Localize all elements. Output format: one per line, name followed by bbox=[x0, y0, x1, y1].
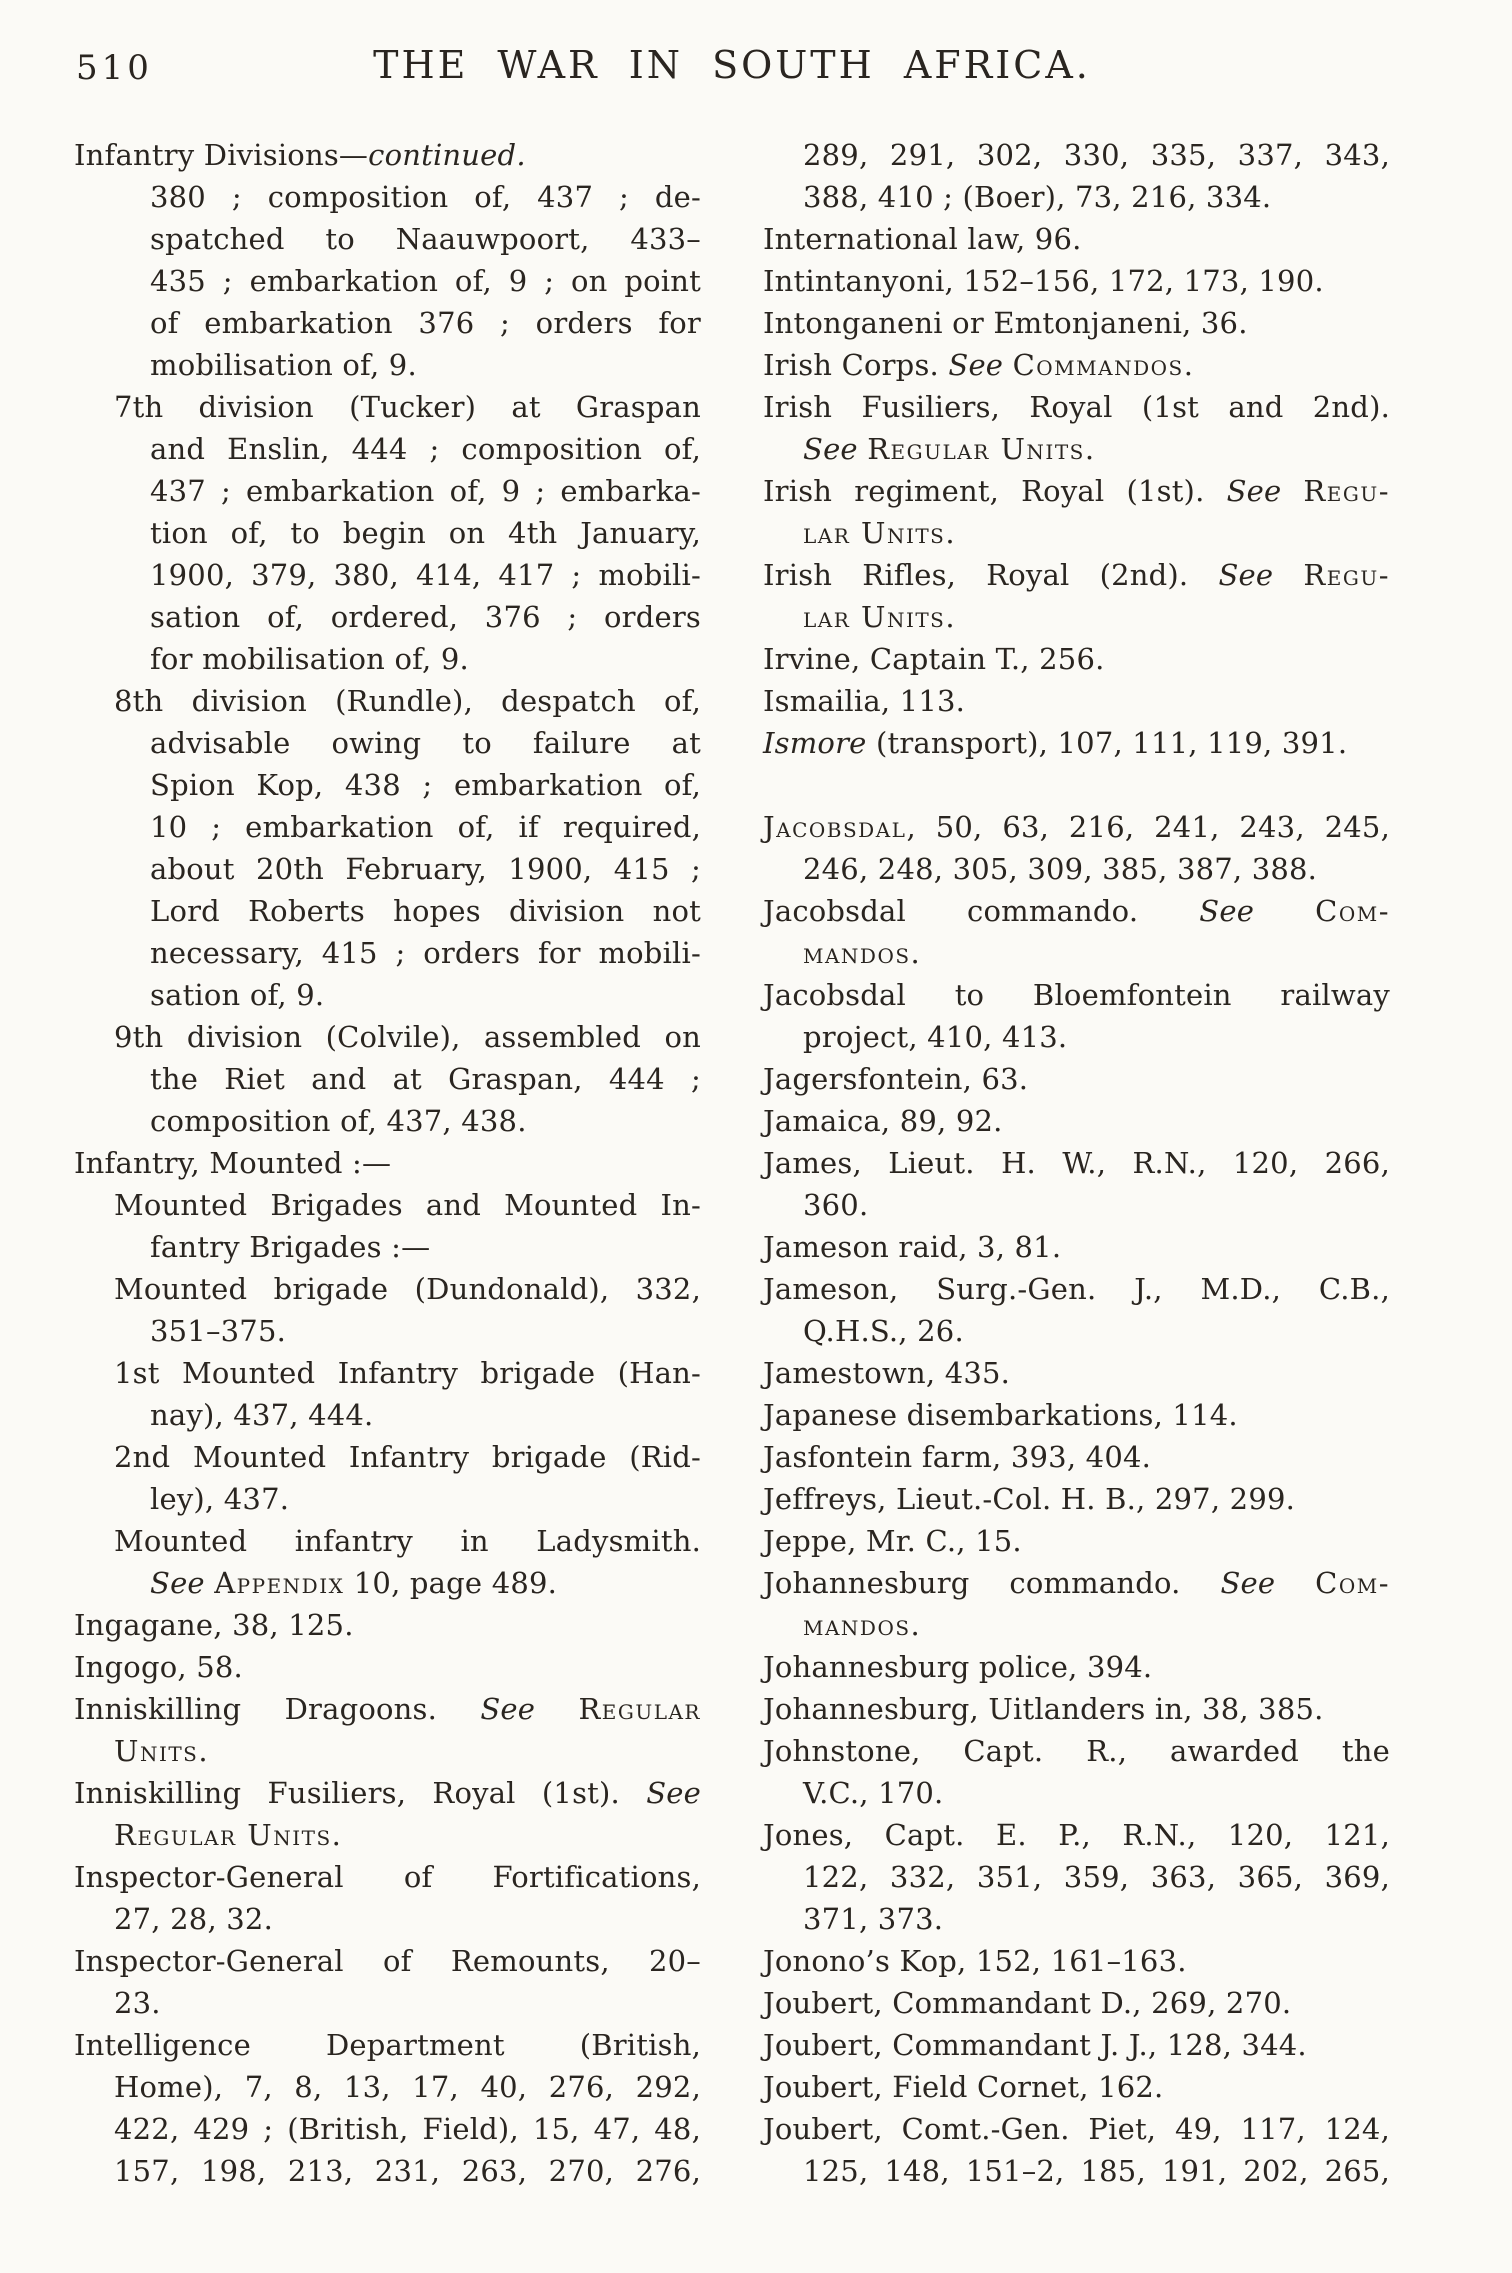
plain-text: ley), 437. bbox=[150, 1482, 290, 1516]
index-line bbox=[763, 1688, 1390, 1730]
plain-text: Jeppe, Mr. C., 15. bbox=[763, 1524, 1022, 1558]
plain-text: Ismailia, 113. bbox=[763, 684, 966, 718]
plain-text: Inspector-General of Remounts, 20– bbox=[74, 1944, 701, 1978]
index-line bbox=[74, 1898, 701, 1940]
plain-text: composition of, 437, 438. bbox=[150, 1104, 527, 1138]
plain-text: James, Lieut. H. W., R.N., 120, 266, bbox=[763, 1146, 1390, 1180]
plain-text: Irish Fusiliers, Royal (1st and 2nd). bbox=[763, 390, 1390, 424]
plain-text: 2nd Mounted Infantry brigade (Rid- bbox=[114, 1440, 701, 1474]
plain-text: Irish Corps. bbox=[763, 348, 949, 382]
index-line bbox=[763, 218, 1390, 260]
plain-text: about 20th February, 1900, 415 ; bbox=[150, 852, 701, 886]
plain-text: sation of, ordered, 376 ; orders bbox=[150, 600, 701, 634]
plain-text: project, 410, 413. bbox=[803, 1020, 1068, 1054]
index-line bbox=[763, 176, 1390, 218]
plain-text: Mounted Brigades and Mounted In- bbox=[114, 1188, 701, 1222]
plain-text: 371, 373. bbox=[803, 1902, 944, 1936]
plain-text: Inniskilling Fusiliers, Royal (1st). bbox=[74, 1776, 647, 1810]
index-line bbox=[74, 1604, 701, 1646]
plain-text: Jasfontein farm, 393, 404. bbox=[763, 1440, 1152, 1474]
index-line bbox=[74, 1478, 701, 1520]
index-line bbox=[74, 1352, 701, 1394]
index-line bbox=[763, 512, 1390, 554]
index-line bbox=[74, 386, 701, 428]
index-line bbox=[763, 2108, 1390, 2150]
index-line bbox=[763, 596, 1390, 638]
index-line bbox=[763, 848, 1390, 890]
smallcaps-text: lar Units. bbox=[803, 516, 957, 550]
index-line bbox=[763, 1940, 1390, 1982]
plain-text: Infantry Divisions— bbox=[74, 138, 369, 172]
index-line bbox=[763, 1058, 1390, 1100]
page-number: 510 bbox=[76, 48, 153, 88]
plain-text: 10 ; embarkation of, if required, bbox=[150, 810, 701, 844]
index-line bbox=[74, 1058, 701, 1100]
index-line bbox=[763, 1772, 1390, 1814]
italic-text: See bbox=[1199, 894, 1316, 928]
plain-text: Ingogo, 58. bbox=[74, 1650, 243, 1684]
plain-text: Mounted brigade (Dundonald), 332, bbox=[114, 1272, 701, 1306]
index-line bbox=[763, 1898, 1390, 1940]
page-title: THE WAR IN SOUTH AFRICA. bbox=[373, 43, 1091, 87]
page-header bbox=[74, 40, 1390, 96]
index-line bbox=[763, 1394, 1390, 1436]
index-line bbox=[74, 1688, 701, 1730]
plain-text: Irvine, Captain T., 256. bbox=[763, 642, 1105, 676]
plain-text: , 50, 63, 216, 241, 243, 245, bbox=[906, 810, 1390, 844]
index-line bbox=[74, 1982, 701, 2024]
index-line bbox=[763, 1184, 1390, 1226]
italic-text: continued. bbox=[368, 138, 526, 172]
smallcaps-text: lar Units. bbox=[803, 600, 957, 634]
plain-text: 125, 148, 151–2, 185, 191, 202, 265, bbox=[803, 2154, 1390, 2188]
index-line bbox=[763, 1604, 1390, 1646]
index-line bbox=[74, 2024, 701, 2066]
plain-text: 8th division (Rundle), despatch of, bbox=[114, 684, 701, 718]
plain-text: and Enslin, 444 ; composition of, bbox=[150, 432, 701, 466]
section-gap bbox=[763, 764, 1390, 806]
plain-text: 360. bbox=[803, 1188, 869, 1222]
index-line bbox=[74, 890, 701, 932]
index-line bbox=[763, 554, 1390, 596]
index-line bbox=[763, 722, 1390, 764]
index-line bbox=[74, 1394, 701, 1436]
index-line bbox=[763, 2150, 1390, 2192]
index-line bbox=[74, 2108, 701, 2150]
index-line bbox=[74, 1772, 701, 1814]
index-columns bbox=[74, 134, 1390, 2192]
plain-text: 388, 410 ; (Boer), 73, 216, 334. bbox=[803, 180, 1272, 214]
index-line bbox=[763, 1100, 1390, 1142]
plain-text: 289, 291, 302, 330, 335, 337, 343, bbox=[803, 138, 1390, 172]
index-line bbox=[74, 218, 701, 260]
plain-text: Infantry, Mounted :— bbox=[74, 1146, 392, 1180]
plain-text: of embarkation 376 ; orders for bbox=[150, 306, 701, 340]
index-line bbox=[763, 134, 1390, 176]
index-line bbox=[763, 1142, 1390, 1184]
index-line bbox=[763, 974, 1390, 1016]
smallcaps-text: Regu- bbox=[1303, 474, 1390, 508]
plain-text: mobilisation of, 9. bbox=[150, 348, 417, 382]
plain-text: 246, 248, 305, 309, 385, 387, 388. bbox=[803, 852, 1318, 886]
index-line bbox=[763, 470, 1390, 512]
italic-text: See bbox=[480, 1692, 579, 1726]
index-line bbox=[763, 1478, 1390, 1520]
index-line bbox=[763, 2066, 1390, 2108]
plain-text: Lord Roberts hopes division not bbox=[150, 894, 701, 928]
plain-text: 7th division (Tucker) at Graspan bbox=[114, 390, 701, 424]
smallcaps-text: Com- bbox=[1315, 894, 1390, 928]
plain-text: Inspector-General of Fortifications, bbox=[74, 1860, 701, 1894]
plain-text: Jones, Capt. E. P., R.N., 120, 121, bbox=[763, 1818, 1390, 1852]
plain-text: 380 ; composition of, 437 ; de- bbox=[150, 180, 701, 214]
plain-text: Inniskilling Dragoons. bbox=[74, 1692, 481, 1726]
smallcaps-text: Regu- bbox=[1303, 558, 1390, 592]
index-line bbox=[74, 176, 701, 218]
plain-text: Joubert, Commandant D., 269, 270. bbox=[763, 1986, 1292, 2020]
index-line bbox=[74, 1562, 701, 1604]
smallcaps-text: Commandos. bbox=[1012, 348, 1195, 382]
index-line bbox=[74, 344, 701, 386]
index-line bbox=[74, 2150, 701, 2192]
plain-text: 9th division (Colvile), assembled on bbox=[114, 1020, 701, 1054]
plain-text: Jeffreys, Lieut.-Col. H. B., 297, 299. bbox=[763, 1482, 1296, 1516]
index-line bbox=[763, 1016, 1390, 1058]
plain-text: nay), 437, 444. bbox=[150, 1398, 374, 1432]
plain-text: Japanese disembarkations, 114. bbox=[763, 1398, 1238, 1432]
smallcaps-text: Com- bbox=[1315, 1566, 1390, 1600]
plain-text: Irish regiment, Royal (1st). bbox=[763, 474, 1227, 508]
plain-text: Jamestown, 435. bbox=[763, 1356, 1011, 1390]
page-content bbox=[74, 40, 1390, 2192]
italic-text: Ismore bbox=[763, 726, 867, 760]
plain-text: (transport), 107, 111, 119, 391. bbox=[866, 726, 1348, 760]
index-line bbox=[74, 428, 701, 470]
plain-text: Joubert, Commandant J. J., 128, 344. bbox=[763, 2028, 1307, 2062]
smallcaps-text: Regular bbox=[578, 1692, 701, 1726]
index-line bbox=[763, 1436, 1390, 1478]
index-line bbox=[763, 1268, 1390, 1310]
index-line bbox=[763, 680, 1390, 722]
index-line bbox=[763, 638, 1390, 680]
plain-text: for mobilisation of, 9. bbox=[150, 642, 469, 676]
plain-text: 122, 332, 351, 359, 363, 365, 369, bbox=[803, 1860, 1390, 1894]
index-line bbox=[763, 1856, 1390, 1898]
index-line bbox=[74, 722, 701, 764]
index-line bbox=[74, 764, 701, 806]
plain-text: 27, 28, 32. bbox=[114, 1902, 273, 1936]
plain-text: Joubert, Field Cornet, 162. bbox=[763, 2070, 1164, 2104]
smallcaps-text: Jacobsdal bbox=[763, 810, 907, 844]
smallcaps-text: Appendix bbox=[214, 1566, 345, 1600]
plain-text: sation of, 9. bbox=[150, 978, 325, 1012]
smallcaps-text: Regular Units. bbox=[867, 432, 1096, 466]
plain-text: Irish Rifles, Royal (2nd). bbox=[763, 558, 1219, 592]
plain-text: Mounted infantry in Ladysmith. bbox=[114, 1524, 701, 1558]
index-line bbox=[763, 1226, 1390, 1268]
index-line bbox=[74, 680, 701, 722]
plain-text: Ingagane, 38, 125. bbox=[74, 1608, 354, 1642]
plain-text: fantry Brigades :— bbox=[150, 1230, 431, 1264]
smallcaps-text: Regular Units. bbox=[114, 1818, 343, 1852]
plain-text: Jameson raid, 3, 81. bbox=[763, 1230, 1062, 1264]
italic-text: See bbox=[1220, 1566, 1316, 1600]
index-line bbox=[74, 1226, 701, 1268]
index-line bbox=[74, 1310, 701, 1352]
plain-text: Johnstone, Capt. R., awarded the bbox=[763, 1734, 1390, 1768]
index-line bbox=[763, 1520, 1390, 1562]
plain-text: V.C., 170. bbox=[803, 1776, 944, 1810]
plain-text: Johannesburg, Uitlanders in, 38, 385. bbox=[763, 1692, 1324, 1726]
index-line bbox=[74, 1730, 701, 1772]
plain-text: 10, page 489. bbox=[344, 1566, 558, 1600]
plain-text: Spion Kop, 438 ; embarkation of, bbox=[150, 768, 701, 802]
index-line bbox=[763, 2024, 1390, 2066]
index-line bbox=[763, 428, 1390, 470]
index-line bbox=[763, 302, 1390, 344]
index-line bbox=[74, 1016, 701, 1058]
italic-text: See bbox=[1218, 558, 1304, 592]
index-line bbox=[74, 1814, 701, 1856]
italic-text: See bbox=[150, 1566, 215, 1600]
index-line bbox=[74, 932, 701, 974]
index-line bbox=[74, 596, 701, 638]
index-line bbox=[74, 134, 701, 176]
plain-text: Home), 7, 8, 13, 17, 40, 276, 292, bbox=[114, 2070, 701, 2104]
index-line bbox=[763, 1646, 1390, 1688]
index-line bbox=[74, 1646, 701, 1688]
plain-text: tion of, to begin on 4th January, bbox=[150, 516, 701, 550]
italic-text: See bbox=[646, 1776, 701, 1810]
index-line bbox=[74, 554, 701, 596]
index-line bbox=[763, 1310, 1390, 1352]
index-line bbox=[763, 1982, 1390, 2024]
smallcaps-text: mandos. bbox=[803, 1608, 922, 1642]
index-line bbox=[74, 1184, 701, 1226]
index-line bbox=[763, 260, 1390, 302]
index-line bbox=[74, 848, 701, 890]
index-line bbox=[74, 260, 701, 302]
smallcaps-text: mandos. bbox=[803, 936, 922, 970]
index-line bbox=[74, 1268, 701, 1310]
plain-text: 157, 198, 213, 231, 263, 270, 276, bbox=[114, 2154, 701, 2188]
plain-text: 1900, 379, 380, 414, 417 ; mobili- bbox=[150, 558, 701, 592]
index-line bbox=[74, 638, 701, 680]
plain-text: Jacobsdal to Bloemfontein railway bbox=[763, 978, 1390, 1012]
index-line bbox=[74, 806, 701, 848]
plain-text: spatched to Naauwpoort, 433– bbox=[150, 222, 701, 256]
index-line bbox=[74, 1520, 701, 1562]
plain-text: Jagersfontein, 63. bbox=[763, 1062, 1029, 1096]
index-line bbox=[74, 512, 701, 554]
plain-text: 437 ; embarkation of, 9 ; embarka- bbox=[150, 474, 701, 508]
plain-text: Johannesburg commando. bbox=[763, 1566, 1221, 1600]
index-column-left bbox=[74, 134, 701, 2192]
plain-text: Johannesburg police, 394. bbox=[763, 1650, 1153, 1684]
index-line bbox=[74, 2066, 701, 2108]
index-line bbox=[74, 1856, 701, 1898]
index-line bbox=[763, 1352, 1390, 1394]
plain-text: Intelligence Department (British, bbox=[74, 2028, 701, 2062]
index-line bbox=[74, 974, 701, 1016]
plain-text: 422, 429 ; (British, Field), 15, 47, 48, bbox=[114, 2112, 701, 2146]
index-line bbox=[763, 890, 1390, 932]
italic-text: See bbox=[1226, 474, 1304, 508]
index-line bbox=[763, 806, 1390, 848]
italic-text: See bbox=[948, 348, 1013, 382]
plain-text: Q.H.S., 26. bbox=[803, 1314, 964, 1348]
plain-text: the Riet and at Graspan, 444 ; bbox=[150, 1062, 701, 1096]
plain-text: Jameson, Surg.-Gen. J., M.D., C.B., bbox=[763, 1272, 1390, 1306]
plain-text: International law, 96. bbox=[763, 222, 1082, 256]
italic-text: See bbox=[803, 432, 868, 466]
plain-text: 23. bbox=[114, 1986, 161, 2020]
index-line bbox=[763, 386, 1390, 428]
plain-text: 1st Mounted Infantry brigade (Han- bbox=[114, 1356, 701, 1390]
smallcaps-text: Units. bbox=[114, 1734, 210, 1768]
plain-text: necessary, 415 ; orders for mobili- bbox=[150, 936, 701, 970]
index-line bbox=[74, 1142, 701, 1184]
index-line bbox=[74, 1100, 701, 1142]
index-column-right bbox=[763, 134, 1390, 2192]
plain-text: advisable owing to failure at bbox=[150, 726, 701, 760]
plain-text: Jamaica, 89, 92. bbox=[763, 1104, 1003, 1138]
index-line bbox=[763, 1814, 1390, 1856]
index-line bbox=[74, 470, 701, 512]
index-line bbox=[763, 344, 1390, 386]
index-line bbox=[74, 1940, 701, 1982]
index-line bbox=[763, 1730, 1390, 1772]
plain-text: Intintanyoni, 152–156, 172, 173, 190. bbox=[763, 264, 1324, 298]
plain-text: Jonono’s Kop, 152, 161–163. bbox=[763, 1944, 1187, 1978]
plain-text: 351–375. bbox=[150, 1314, 287, 1348]
plain-text: Intonganeni or Emtonjaneni, 36. bbox=[763, 306, 1248, 340]
plain-text: 435 ; embarkation of, 9 ; on point bbox=[150, 264, 701, 298]
plain-text: Joubert, Comt.-Gen. Piet, 49, 117, 124, bbox=[763, 2112, 1390, 2146]
index-line bbox=[763, 932, 1390, 974]
index-line bbox=[763, 1562, 1390, 1604]
plain-text: Jacobsdal commando. bbox=[763, 894, 1200, 928]
index-line bbox=[74, 302, 701, 344]
index-line bbox=[74, 1436, 701, 1478]
